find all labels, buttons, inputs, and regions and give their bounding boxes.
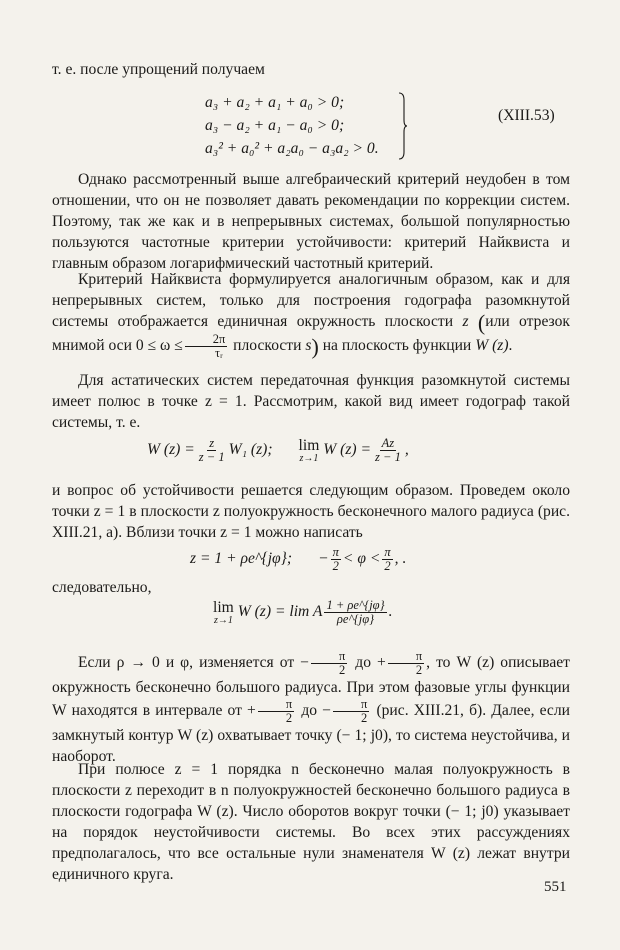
paragraph-astatic: Для астатических систем передаточная функция разомкнутой системы имеет полюс в точке z = 1. Рассмотрим, какой вид имеет годограф такой системы, т. е. bbox=[52, 372, 570, 431]
equation-transfer-function: W (z) = $\frac{z}{z - 1}$ W₁ (z); lim z→1 W (z) = $\frac{Az}{z - 1}$ , bbox=[147, 436, 409, 464]
paragraph-therefore: следовательно, bbox=[52, 579, 152, 596]
equation-limit: lim z→1 W (z) = lim A $\frac{1 + \rho e\^{}\{j\varphi\}}{\rho e\^{}\{j\varphi\}}$ . bbox=[213, 598, 393, 626]
paragraph-algebraic-criterion: Однако рассмотренный выше алгебраический критерий неудобен в том отношении, что он не позволяет давать рекомендации по коррекции систем. Поэтому, так же как и в непрерывных системах, большой популярностью пользуются частотные критерии устойчивости: критерий Найквиста и главным образом логарифмический частотный критерий. bbox=[52, 171, 570, 272]
inequality-1: a₃ + a₂ + a₁ + a₀ > 0; bbox=[205, 94, 345, 111]
right-brace bbox=[398, 92, 408, 160]
equation-neighborhood: z = 1 + ρe^{jφ}; − $\frac{\pi}{2}$ < φ < $\frac{\pi}{2}$ , . bbox=[190, 545, 407, 573]
page-number: 551 bbox=[544, 879, 567, 895]
intro-line: т. е. после упрощений получаем bbox=[52, 61, 265, 78]
inequality-3: a₃² + a₀² + a₂a₀ − a₃a₂ > 0. bbox=[205, 140, 379, 157]
inequality-2: a₃ − a₂ + a₁ − a₀ > 0; bbox=[205, 117, 345, 134]
paragraph-phase-angles: Если ρ → 0 и φ, изменяется от − $\frac{\pi}{2}$ до + $\frac{\pi}{2}$ , то W (z) описывает окружность бесконечно большого радиуса. При этом фазовые углы функции W находятся в интервале от + $\frac{\pi}{2}$ до − $\frac{\pi}{2}$ (рис. XIII.21, б). Далее, если замкнутый контур W (z) охватывает точку (− 1; j0), то система неустойчива, и наоборот. bbox=[52, 649, 570, 765]
fraction-2pi-tau: $\frac{2\pi}{\text{τᵣ}}$ bbox=[185, 333, 228, 360]
paragraph-pole-order: При полюсе z = 1 порядка n бесконечно малая полуокружность в плоскости z переходит в n полуокружностей бесконечно большого радиуса в плоскости годографа W (z). Число оборотов вокруг точки (− 1; j0) указывает на порядок неустойчивости системы. Во всех этих рассуждениях предполагалось, что все остальные нули знаменателя W (z) лежат внутри единичного круга. bbox=[52, 761, 570, 883]
paragraph-stability-question: и вопрос об устойчивости решается следующим образом. Проведем около точки z = 1 в плоскости z полуокружность бесконечного малого радиуса (рис. XIII.21, а). Вблизи точки z = 1 можно написать bbox=[52, 482, 570, 541]
paragraph-nyquist: Критерий Найквиста формулируется аналогичным образом, как и для непрерывных систем, только для построения годографа разомкнутой системы отображается единичная окружность плоскости z (или отрезок мнимой оси 0 ≤ ω ≤ $\frac{2\pi}{\text{τᵣ}}$ плоскости s) на плоскость функции W (z). bbox=[52, 271, 571, 360]
equation-label: (XIII.53) bbox=[498, 107, 555, 124]
inequality-system bbox=[205, 91, 405, 160]
